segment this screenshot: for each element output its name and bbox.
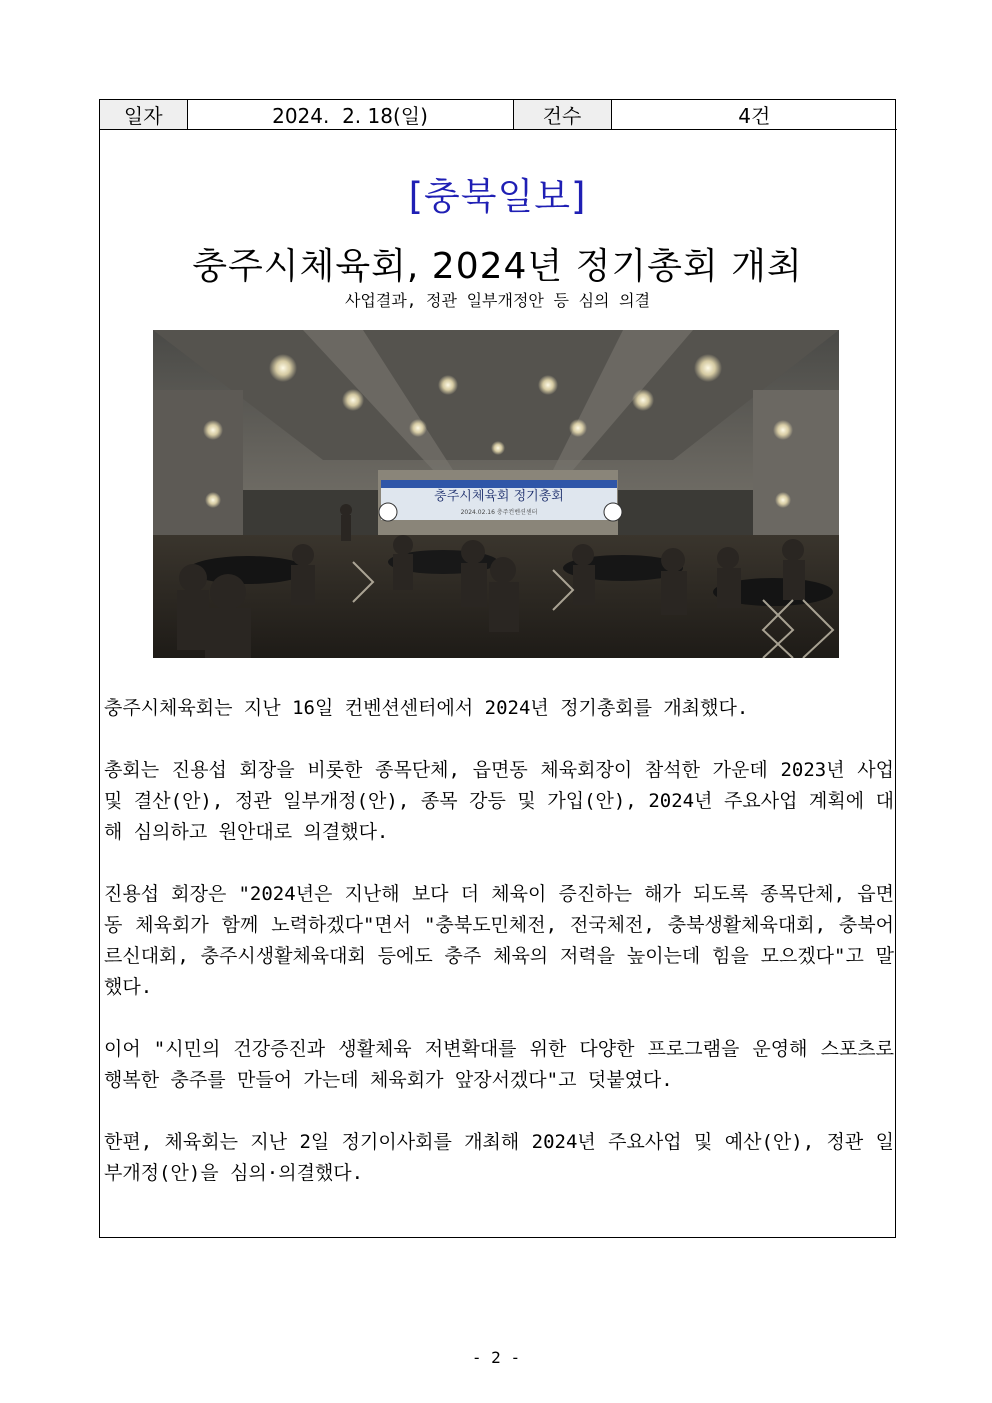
- count-value: 4건: [611, 100, 897, 130]
- article-body: [104, 693, 894, 1220]
- newspaper-source: [충북일보]: [408, 175, 587, 218]
- paragraph-4: 이어 "시민의 건강증진과 생활체육 저변확대를 위한 다양한 프로그램을 운영해 스포츠로 행복한 충주를 만들어 가는데 체육회가 앞장서겠다"고 덧붙였다.: [104, 1038, 894, 1091]
- article-photo: [153, 330, 839, 658]
- paragraph-1: 충주시체육회는 지난 16일 컨벤션센터에서 2024년 정기총회를 개최했다.: [104, 697, 749, 719]
- date-label: 일자: [100, 100, 187, 130]
- paragraph-2: 총회는 진용섭 회장을 비롯한 종목단체, 읍면동 체육회장이 참석한 가운데 2023년 사업 및 결산(안), 정관 일부개정(안), 종목 강등 및 가입(안), 2024년 주요사업 계획에 대해 심의하고 원안대로 의결했다.: [104, 759, 894, 843]
- article-subtitle: 사업결과, 정관 일부개정안 등 심의 의결: [344, 291, 651, 310]
- banner-subtext: 2024.02.16 충주컨벤션센터: [460, 509, 538, 516]
- paragraph-5: 한편, 체육회는 지난 2일 정기이사회를 개최해 2024년 주요사업 및 예산(안), 정관 일부개정(안)을 심의·의결했다.: [104, 1131, 894, 1184]
- date-value: 2024. 2. 18(일): [187, 100, 513, 130]
- article-title: 충주시체육회, 2024년 정기총회 개최: [192, 246, 803, 287]
- page-number: - 2 -: [471, 1348, 521, 1367]
- banner-text: 충주시체육회 정기총회: [434, 489, 564, 504]
- meeting-photo-illustration: [153, 330, 839, 658]
- article-frame: [99, 99, 896, 1238]
- meta-table: [100, 100, 897, 130]
- paragraph-3: 진용섭 회장은 "2024년은 지난해 보다 더 체육이 증진하는 해가 되도록 종목단체, 읍면동 체육회가 함께 노력하겠다"면서 "충북도민체전, 전국체전, 충북생활체육대회, 충북어르신대회, 충주시생활체육대회 등에도 충주 체육의 저력을 높이는데 힘을 모으겠다"고 말했다.: [104, 883, 894, 998]
- meta-row: [100, 100, 897, 130]
- count-label: 건수: [513, 100, 611, 130]
